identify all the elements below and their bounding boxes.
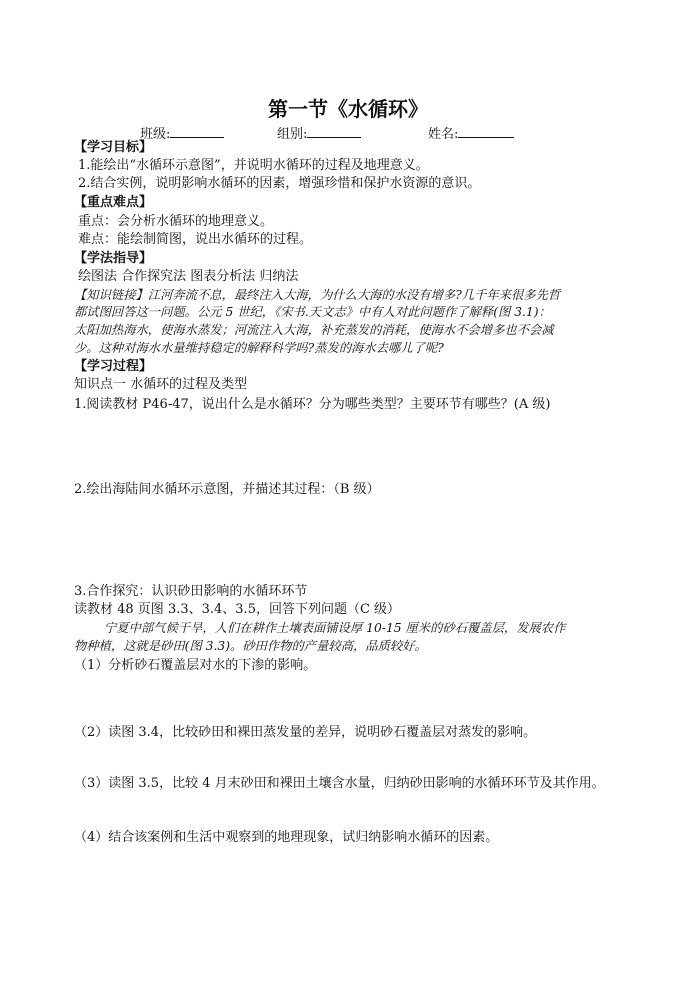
question-3-reading: 读教材 48 页图 3.3、3.4、3.5，回答下列问题（C 级） xyxy=(74,602,401,617)
group-blank[interactable] xyxy=(307,125,361,138)
knowledge-point-1: 知识点一 水循环的过程及类型 xyxy=(74,377,248,392)
name-field xyxy=(428,123,514,142)
sub-question-1: （1）分析砂石覆盖层对水的下渗的影响。 xyxy=(74,658,317,673)
question-3-passage: 物种植，这就是砂田(图 3.3)。砂田作物的产量较高，品质较好。 xyxy=(74,639,427,653)
goal-item: 2.结合实例，说明影响水循环的因素，增强珍惜和保护水资源的意识。 xyxy=(78,176,481,191)
name-blank[interactable] xyxy=(458,125,514,138)
question-3-passage: 宁夏中部气候干旱，人们在耕作土壤表面铺设厚 10-15 厘米的砂石覆盖层，发展农作 xyxy=(104,621,566,635)
knowledge-link-line: 少。这种对海水水量维持稳定的解释科学吗?蒸发的海水去哪儿了呢? xyxy=(74,341,444,355)
class-blank[interactable] xyxy=(170,125,224,138)
sub-question-4: （4）结合该案例和生活中观察到的地理现象，试归纳影响水循环的因素。 xyxy=(74,830,499,845)
key-points-heading: 【重点难点】 xyxy=(74,195,153,210)
group-label: 组别: xyxy=(277,127,308,142)
question-2: 2.绘出海陆间水循环示意图，并描述其过程：（B 级） xyxy=(74,482,380,497)
methods-text: 绘图法 合作探究法 图表分析法 归纳法 xyxy=(78,269,299,284)
process-heading: 【学习过程】 xyxy=(74,359,153,374)
goal-item: 1.能绘出“水循环示意图”，并说明水循环的过程及地理意义。 xyxy=(78,158,429,173)
methods-heading: 【学法指导】 xyxy=(74,251,153,266)
sub-question-3: （3）读图 3.5，比较 4 月末砂田和裸田土壤含水量，归纳砂田影响的水循环环节及其作用。 xyxy=(74,776,605,791)
name-label: 姓名: xyxy=(428,127,459,142)
question-1: 1.阅读教材 P46-47，说出什么是水循环？分为哪些类型？主要环节有哪些？(A 级) xyxy=(74,397,551,412)
difficult-point-item: 难点：能绘制简图，说出水循环的过程。 xyxy=(78,232,313,247)
sub-question-2: （2）读图 3.4，比较砂田和裸田蒸发量的差异，说明砂石覆盖层对蒸发的影响。 xyxy=(74,725,537,740)
knowledge-link-line: 【知识链接】江河奔流不息，最终注入大海，为什么大海的水没有增多?几千年来很多先哲 xyxy=(74,288,561,302)
goals-heading: 【学习目标】 xyxy=(74,140,153,155)
class-field xyxy=(140,123,224,142)
page-title: 第一节《水循环》 xyxy=(268,97,428,121)
group-field xyxy=(277,123,361,142)
key-point-item: 重点：会分析水循环的地理意义。 xyxy=(78,214,274,229)
class-label: 班级: xyxy=(140,127,171,142)
knowledge-link-line: 太阳加热海水，使海水蒸发；河流注入大海，补充蒸发的消耗，使海水不会增多也不会减 xyxy=(74,323,554,337)
knowledge-link-line: 都试图回答这一问题。公元 5 世纪，《宋书.天文志》中有人对此问题作了解释(图 3.1)： xyxy=(74,305,551,319)
question-3-title: 3.合作探究：认识砂田影响的水循环环节 xyxy=(74,584,308,599)
